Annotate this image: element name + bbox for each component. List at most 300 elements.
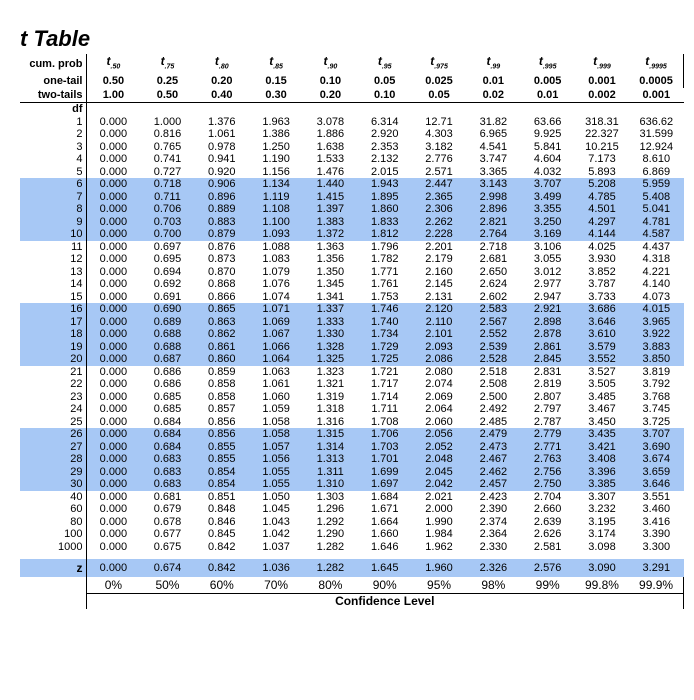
critical-value: 0.684 [140, 428, 194, 441]
critical-value: 0.848 [208, 503, 236, 516]
critical-value: 1.638 [316, 140, 345, 153]
critical-value: 0.000 [99, 503, 128, 516]
critical-value: 4.604 [533, 153, 562, 166]
z-label: z [20, 559, 86, 577]
critical-value: 4.073 [642, 290, 671, 303]
df-row [20, 103, 684, 116]
table-row [20, 478, 684, 491]
critical-value: 3.852 [588, 265, 616, 278]
critical-value: 2.624 [479, 278, 508, 291]
table-row [20, 241, 684, 254]
critical-value: 2.861 [521, 341, 575, 354]
two-tails-label: two-tails [20, 88, 86, 103]
critical-value: 1.319 [316, 390, 345, 403]
t-symbol: $t_{.975}$ [430, 54, 448, 71]
critical-value: 0.816 [153, 128, 182, 141]
table-row [20, 453, 684, 466]
critical-value: 0.695 [153, 253, 182, 266]
df-value: 23 [20, 391, 86, 404]
critical-value: 3.965 [629, 316, 683, 329]
df-value: 1 [20, 116, 86, 129]
critical-value: 2.528 [466, 353, 520, 366]
table-row [20, 528, 684, 541]
critical-value: 2.330 [479, 540, 508, 553]
critical-value: 0.000 [99, 253, 128, 266]
critical-value: 2.353 [370, 140, 399, 153]
critical-value: 1.708 [370, 415, 399, 428]
critical-value: 1.703 [358, 441, 412, 454]
critical-value: 3.300 [642, 540, 671, 553]
critical-value: 1.050 [262, 490, 290, 503]
critical-value: 0.000 [86, 328, 140, 341]
critical-value: 5.208 [575, 178, 629, 191]
critical-value: 5.408 [629, 191, 683, 204]
critical-value: 7.173 [588, 153, 616, 166]
df-value: 21 [20, 366, 86, 379]
title-t: t [20, 26, 28, 51]
critical-value: 1.782 [370, 253, 399, 266]
critical-value: 1.310 [303, 478, 357, 491]
critical-value: 1.328 [303, 341, 357, 354]
two-tails-value: 0.02 [466, 88, 520, 103]
critical-value: 0.855 [195, 441, 249, 454]
critical-value: 0.896 [195, 191, 249, 204]
cum-prob-header [575, 54, 629, 74]
critical-value: 0.688 [140, 341, 194, 354]
critical-value: 2.639 [533, 515, 562, 528]
two-tails-value: 0.01 [521, 88, 575, 103]
z-value: 2.576 [521, 559, 575, 577]
table-row [20, 278, 684, 291]
df-value: 28 [20, 453, 86, 466]
critical-value: 1.721 [370, 365, 399, 378]
critical-value: 0.000 [99, 540, 128, 553]
confidence-value: 0% [104, 578, 123, 593]
confidence-value: 80% [318, 578, 343, 593]
critical-value: 1.037 [262, 540, 290, 553]
critical-value: 0.687 [140, 353, 194, 366]
critical-value: 3.195 [588, 515, 616, 528]
critical-value: 3.396 [575, 466, 629, 479]
critical-value: 0.686 [153, 378, 182, 391]
df-value: 15 [20, 291, 86, 304]
critical-value: 2.101 [412, 328, 466, 341]
critical-value: 1.660 [370, 528, 399, 541]
df-value: 18 [20, 328, 86, 341]
critical-value: 0.883 [195, 216, 249, 229]
critical-value: 0.765 [153, 140, 182, 153]
critical-value: 0.741 [153, 153, 182, 166]
critical-value: 1.729 [358, 341, 412, 354]
critical-value: 1.067 [249, 328, 303, 341]
confidence-value: 99.8% [584, 578, 619, 593]
critical-value: 0.000 [86, 478, 140, 491]
one-tail-value: 0.50 [102, 75, 125, 88]
critical-value: 5.041 [629, 203, 683, 216]
critical-value: 2.831 [533, 365, 562, 378]
one-tail-value: 0.25 [156, 75, 179, 88]
critical-value: 1.282 [316, 540, 345, 553]
critical-value: 0.683 [140, 478, 194, 491]
df-value: 14 [20, 278, 86, 291]
df-value: 12 [20, 253, 86, 266]
critical-value: 3.232 [588, 503, 616, 516]
critical-value: 3.143 [466, 178, 520, 191]
critical-value: 1.711 [371, 403, 399, 416]
critical-value: 1.088 [262, 240, 290, 253]
critical-value: 1.190 [262, 153, 290, 166]
critical-value: 4.785 [575, 191, 629, 204]
critical-value: 0.000 [86, 341, 140, 354]
critical-value: 0.858 [208, 378, 236, 391]
critical-value: 0.920 [208, 165, 236, 178]
critical-value: 0.865 [195, 303, 249, 316]
critical-value: 0.000 [99, 115, 128, 128]
critical-value: 0.706 [140, 203, 194, 216]
table-row [20, 541, 684, 554]
critical-value: 1.833 [358, 216, 412, 229]
critical-value: 1.316 [316, 415, 345, 428]
critical-value: 1.313 [303, 453, 357, 466]
df-value: 8 [20, 203, 86, 216]
df-value: 6 [20, 178, 86, 191]
critical-value: 2.771 [521, 441, 575, 454]
table-row [20, 491, 684, 504]
df-value: 30 [20, 478, 86, 491]
df-value: 25 [20, 416, 86, 429]
critical-value: 2.704 [533, 490, 562, 503]
critical-value: 3.012 [533, 265, 562, 278]
critical-value: 2.650 [479, 265, 508, 278]
critical-value: 2.479 [466, 428, 520, 441]
table-row [20, 116, 684, 129]
df-value: 60 [20, 503, 86, 516]
critical-value: 1.042 [262, 528, 290, 541]
t-symbol: $t_{.50}$ [106, 54, 121, 71]
critical-value: 1.311 [303, 466, 357, 479]
critical-value: 1.943 [358, 178, 412, 191]
critical-value: 2.390 [479, 503, 508, 516]
one-tail-value: 0.15 [265, 75, 287, 88]
two-tails-value: 0.40 [195, 88, 249, 103]
confidence-value: 98% [481, 578, 506, 593]
critical-value: 1.664 [370, 515, 399, 528]
critical-value: 1.069 [249, 316, 303, 329]
critical-value: 1.325 [303, 353, 357, 366]
critical-value: 1.061 [262, 378, 290, 391]
critical-value: 1.323 [316, 365, 345, 378]
cum-prob-header [303, 54, 357, 74]
critical-value: 12.924 [639, 140, 674, 153]
critical-value: 0.685 [153, 390, 182, 403]
critical-value: 9.925 [533, 128, 562, 141]
critical-value: 2.998 [466, 191, 520, 204]
table-row [20, 316, 684, 329]
critical-value: 1.333 [303, 316, 357, 329]
critical-value: 0.879 [195, 228, 249, 241]
critical-value: 0.694 [153, 265, 182, 278]
critical-value: 2.819 [533, 378, 562, 391]
critical-value: 2.492 [479, 403, 508, 416]
confidence-value: 90% [372, 578, 397, 593]
critical-value: 0.697 [153, 240, 182, 253]
critical-value: 0.000 [99, 390, 128, 403]
critical-value: 3.365 [479, 165, 508, 178]
df-value: 20 [20, 353, 86, 366]
critical-value: 0.856 [195, 428, 249, 441]
critical-value: 3.169 [521, 228, 575, 241]
critical-value: 0.000 [86, 441, 140, 454]
critical-value: 2.518 [479, 365, 508, 378]
critical-value: 0.678 [153, 515, 182, 528]
critical-value: 3.505 [588, 378, 616, 391]
critical-value: 1.000 [153, 115, 182, 128]
critical-value: 0.845 [208, 528, 236, 541]
table-row [20, 366, 684, 379]
table-row [20, 441, 684, 454]
critical-value: 2.374 [479, 515, 508, 528]
critical-value: 0.000 [86, 216, 140, 229]
critical-value: 0.000 [86, 453, 140, 466]
critical-value: 1.321 [316, 378, 345, 391]
two-tails-row [20, 88, 684, 103]
df-value: 40 [20, 491, 86, 504]
critical-value: 1.684 [370, 490, 399, 503]
table-row [20, 253, 684, 266]
critical-value: 2.750 [521, 478, 575, 491]
critical-value: 3.792 [642, 378, 671, 391]
critical-value: 1.055 [249, 466, 303, 479]
critical-value: 2.947 [533, 290, 562, 303]
critical-value: 2.045 [412, 466, 466, 479]
critical-value: 1.100 [249, 216, 303, 229]
critical-value: 0.846 [208, 515, 236, 528]
critical-value: 2.064 [425, 403, 453, 416]
critical-value: 2.571 [425, 165, 453, 178]
critical-value: 2.681 [479, 253, 508, 266]
df-value: 3 [20, 141, 86, 154]
critical-value: 0.677 [153, 528, 182, 541]
two-tails-value: 0.05 [412, 88, 466, 103]
critical-value: 1.671 [370, 503, 399, 516]
critical-value: 2.060 [425, 415, 453, 428]
critical-value: 3.390 [642, 528, 671, 541]
df-value: 80 [20, 516, 86, 529]
two-tails-value: 0.10 [358, 88, 412, 103]
critical-value: 3.460 [642, 503, 671, 516]
critical-value: 0.681 [153, 490, 182, 503]
critical-value: 1.076 [262, 278, 290, 291]
critical-value: 2.093 [412, 341, 466, 354]
critical-value: 2.660 [533, 503, 562, 516]
critical-value: 1.963 [262, 115, 290, 128]
critical-value: 2.467 [466, 453, 520, 466]
critical-value: 6.314 [370, 115, 399, 128]
critical-value: 2.080 [425, 365, 453, 378]
critical-value: 0.876 [208, 240, 236, 253]
critical-value: 3.450 [588, 415, 616, 428]
critical-value: 3.707 [521, 178, 575, 191]
critical-value: 2.447 [412, 178, 466, 191]
critical-value: 0.862 [195, 328, 249, 341]
critical-value: 3.174 [588, 528, 616, 541]
critical-value: 3.182 [425, 140, 453, 153]
one-tail-value: 0.05 [374, 75, 396, 88]
critical-value: 1.717 [370, 378, 399, 391]
critical-value: 1.059 [262, 403, 290, 416]
critical-value: 0.978 [208, 140, 236, 153]
t-symbol: $t_{.99}$ [486, 54, 501, 71]
critical-value: 1.074 [262, 290, 290, 303]
critical-value: 1.962 [425, 540, 453, 553]
one-tail-row [20, 74, 684, 88]
critical-value: 3.883 [629, 341, 683, 354]
critical-value: 1.734 [358, 328, 412, 341]
critical-value: 6.869 [642, 165, 671, 178]
critical-value: 1.330 [303, 328, 357, 341]
critical-value: 1.533 [316, 153, 345, 166]
critical-value: 1.066 [249, 341, 303, 354]
critical-value: 3.922 [629, 328, 683, 341]
critical-value: 0.873 [208, 253, 236, 266]
critical-value: 4.318 [642, 253, 671, 266]
critical-value: 2.074 [425, 378, 453, 391]
critical-value: 1.812 [358, 228, 412, 241]
critical-value: 1.990 [425, 515, 453, 528]
critical-value: 3.850 [629, 353, 683, 366]
critical-value: 0.000 [86, 353, 140, 366]
critical-value: 1.697 [358, 478, 412, 491]
critical-value: 1.134 [249, 178, 303, 191]
df-value: 29 [20, 466, 86, 479]
df-value: 11 [20, 241, 86, 254]
critical-value: 0.000 [86, 178, 140, 191]
critical-value: 1.292 [316, 515, 345, 528]
critical-value: 1.714 [370, 390, 399, 403]
one-tail-value: 0.20 [211, 75, 233, 88]
df-value: 9 [20, 216, 86, 229]
table-row [20, 141, 684, 154]
critical-value: 2.583 [466, 303, 520, 316]
critical-value: 0.684 [140, 441, 194, 454]
table-row [20, 216, 684, 229]
critical-value: 3.355 [521, 203, 575, 216]
critical-value: 0.691 [153, 290, 182, 303]
critical-value: 2.821 [466, 216, 520, 229]
cum-prob-header [195, 54, 249, 74]
two-tails-value: 0.50 [140, 88, 194, 103]
critical-value: 2.145 [425, 278, 453, 291]
critical-value: 1.345 [316, 278, 345, 291]
critical-value: 0.855 [195, 453, 249, 466]
df-value: 1000 [20, 541, 86, 554]
table-row [20, 303, 684, 316]
critical-value: 0.688 [140, 328, 194, 341]
critical-value: 2.132 [370, 153, 399, 166]
confidence-value: 50% [155, 578, 180, 593]
critical-value: 6.965 [479, 128, 508, 141]
critical-value: 0.000 [99, 490, 128, 503]
critical-value: 0.679 [153, 503, 182, 516]
critical-value: 3.499 [521, 191, 575, 204]
critical-value: 2.364 [479, 528, 508, 541]
critical-value: 3.307 [588, 490, 616, 503]
critical-value: 0.870 [208, 265, 236, 278]
critical-value: 0.689 [140, 316, 194, 329]
cum-prob-header [249, 54, 303, 74]
critical-value: 2.110 [412, 316, 466, 329]
critical-value: 3.768 [642, 390, 671, 403]
critical-value: 0.889 [195, 203, 249, 216]
one-tail-value: 0.01 [482, 75, 505, 88]
critical-value: 1.350 [316, 265, 345, 278]
df-label: df [20, 103, 86, 116]
critical-value: 1.397 [303, 203, 357, 216]
critical-value: 0.683 [140, 466, 194, 479]
critical-value: 1.083 [262, 253, 290, 266]
cum-prob-header [466, 54, 520, 74]
critical-value: 3.733 [588, 290, 616, 303]
critical-value: 0.686 [153, 365, 182, 378]
critical-value: 2.021 [425, 490, 453, 503]
critical-value: 1.045 [262, 503, 290, 516]
critical-value: 2.921 [521, 303, 575, 316]
critical-value: 3.787 [588, 278, 616, 291]
critical-value: 0.000 [99, 240, 128, 253]
df-value: 26 [20, 428, 86, 441]
critical-value: 2.473 [466, 441, 520, 454]
critical-value: 4.587 [629, 228, 683, 241]
table-row [20, 328, 684, 341]
critical-value: 3.416 [642, 515, 671, 528]
table-row [20, 166, 684, 179]
t-symbol: $t_{.9995}$ [645, 54, 667, 71]
two-tails-value: 1.00 [86, 88, 140, 103]
z-value: 3.090 [575, 559, 629, 577]
critical-value: 2.898 [521, 316, 575, 329]
critical-value: 3.686 [575, 303, 629, 316]
critical-value: 0.861 [195, 341, 249, 354]
critical-value: 0.854 [195, 466, 249, 479]
one-tail-label: one-tail [20, 74, 86, 88]
confidence-value: 99% [535, 578, 560, 593]
critical-value: 2.567 [466, 316, 520, 329]
table-row [20, 228, 684, 241]
critical-value: 31.82 [479, 115, 508, 128]
critical-value: 3.674 [629, 453, 683, 466]
critical-value: 1.860 [358, 203, 412, 216]
critical-value: 2.365 [412, 191, 466, 204]
two-tails-value: 0.20 [303, 88, 357, 103]
critical-value: 1.440 [303, 178, 357, 191]
critical-value: 0.906 [195, 178, 249, 191]
critical-value: 2.485 [479, 415, 508, 428]
confidence-value: 95% [427, 578, 452, 593]
critical-value: 2.015 [370, 165, 399, 178]
critical-value: 2.052 [412, 441, 466, 454]
critical-value: 63.66 [533, 115, 562, 128]
critical-value: 0.718 [140, 178, 194, 191]
critical-value: 1.761 [370, 278, 399, 291]
critical-value: 2.787 [533, 415, 562, 428]
critical-value: 2.457 [466, 478, 520, 491]
critical-value: 1.156 [262, 165, 290, 178]
table-row [20, 153, 684, 166]
one-tail-value: 0.001 [588, 75, 616, 88]
confidence-title-row [20, 594, 684, 610]
confidence-value: 99.9% [629, 577, 683, 594]
critical-value: 3.646 [575, 316, 629, 329]
